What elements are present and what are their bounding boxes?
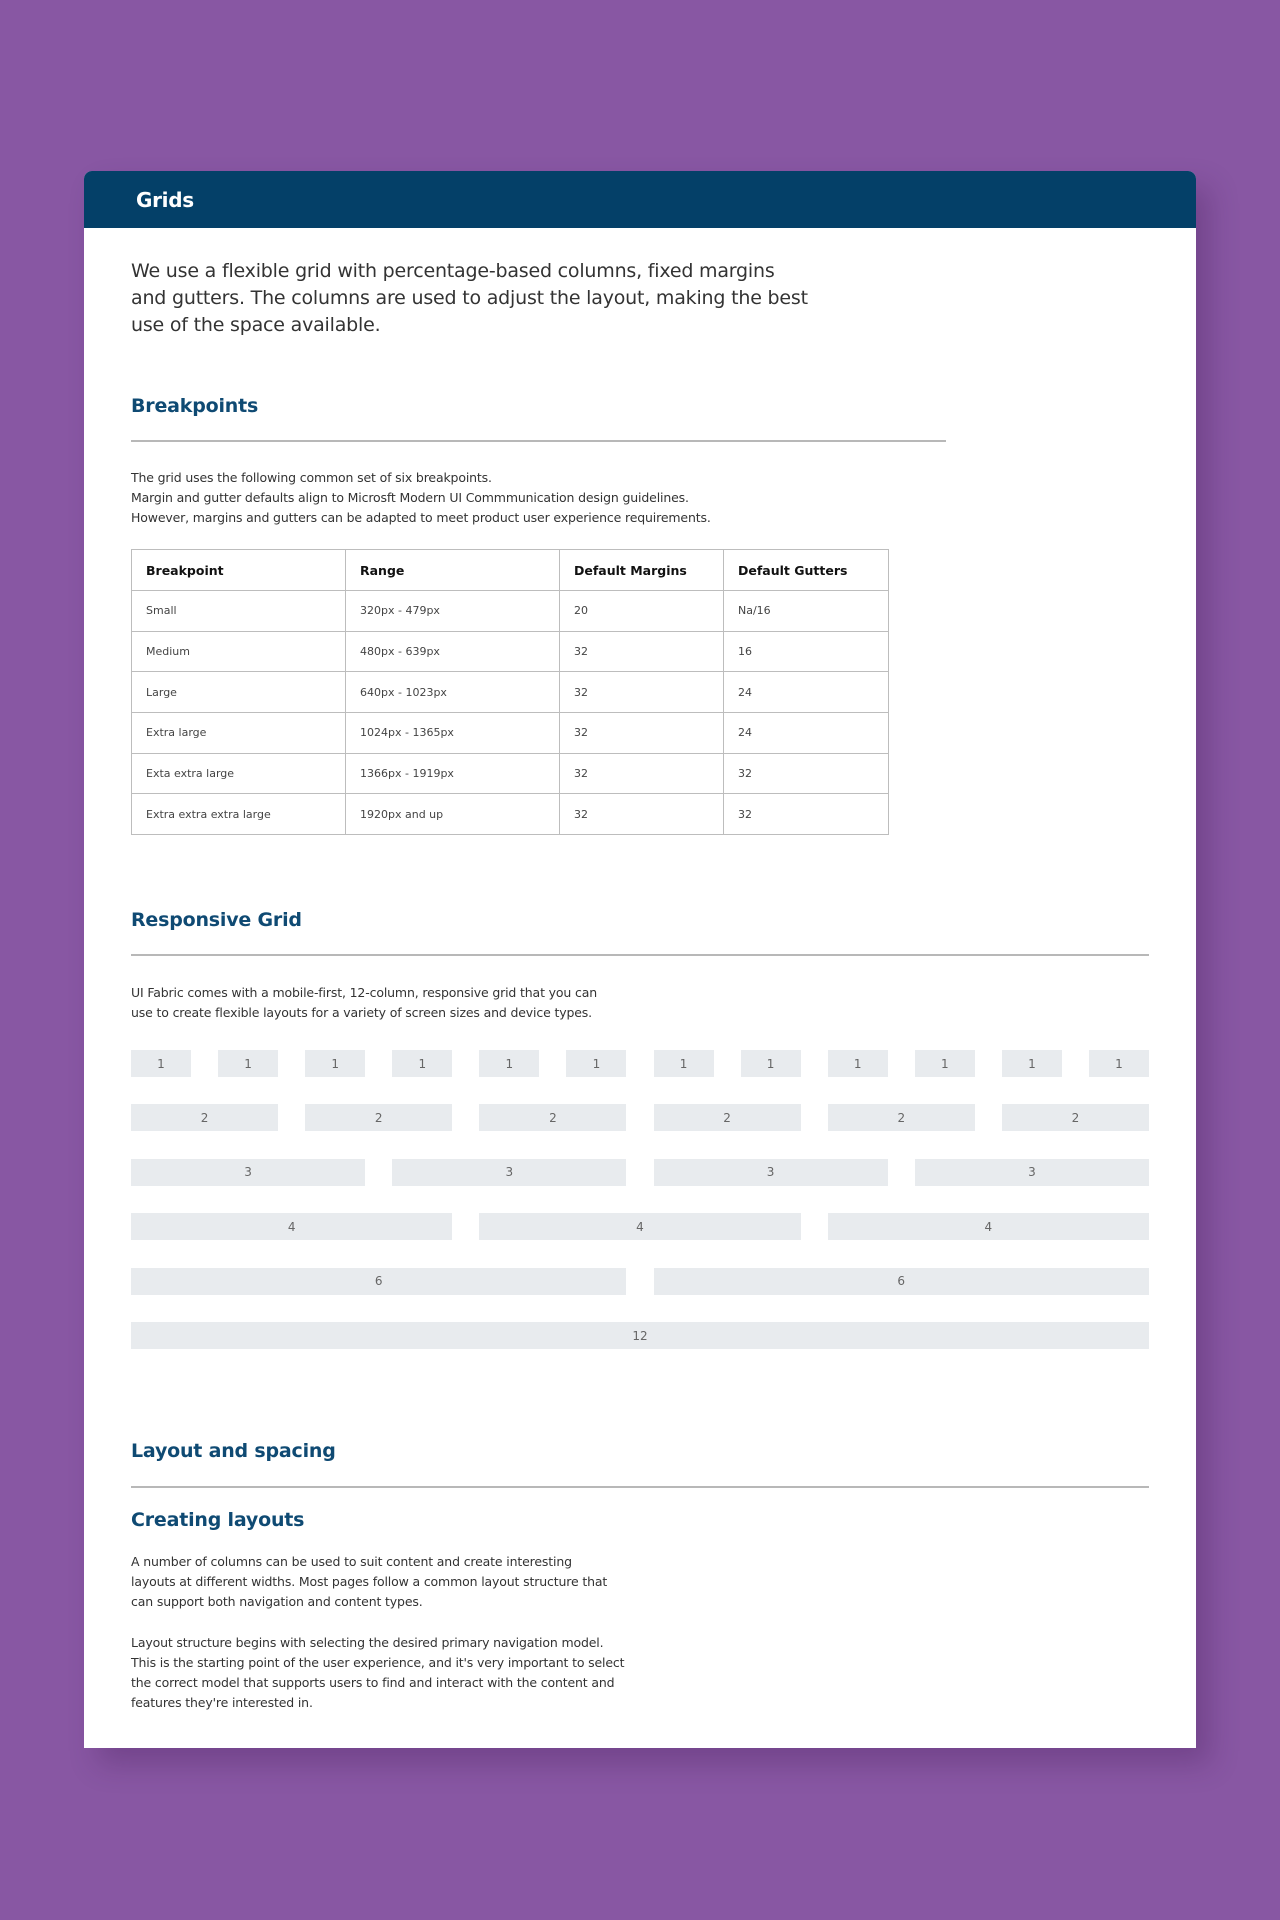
breakpoints-divider xyxy=(131,440,946,442)
grid-cell: 4 xyxy=(828,1213,1149,1240)
cell-gutters: 16 xyxy=(724,631,889,672)
grid-cell: 3 xyxy=(392,1159,626,1186)
cell-breakpoint: Exta extra large xyxy=(132,753,346,794)
table-row xyxy=(132,753,889,794)
column-header-default-gutters: Default Gutters xyxy=(724,550,889,591)
grid-cell: 2 xyxy=(305,1104,452,1131)
paragraph-line: This is the starting point of the user experience, and it's very important to select xyxy=(131,1655,625,1670)
cell-breakpoint: Medium xyxy=(132,631,346,672)
cell-breakpoint: Small xyxy=(132,591,346,632)
breakpoints-line: The grid uses the following common set of six breakpoints. xyxy=(131,470,492,485)
table-row xyxy=(132,631,889,672)
grid-cell: 4 xyxy=(131,1213,452,1240)
cell-gutters: Na/16 xyxy=(724,591,889,632)
cell-margins: 20 xyxy=(560,591,724,632)
grid-cell: 3 xyxy=(915,1159,1149,1186)
grid-cell: 2 xyxy=(131,1104,278,1131)
grid-row-span-3 xyxy=(131,1159,1149,1186)
grid-row-span-1 xyxy=(131,1050,1149,1077)
cell-range: 320px - 479px xyxy=(346,591,560,632)
cell-range: 640px - 1023px xyxy=(346,672,560,713)
grid-cell: 6 xyxy=(131,1268,626,1295)
table-row xyxy=(132,713,889,754)
cell-gutters: 32 xyxy=(724,753,889,794)
grid-cell: 4 xyxy=(479,1213,800,1240)
column-header-default-margins: Default Margins xyxy=(560,550,724,591)
grid-row-span-6 xyxy=(131,1268,1149,1295)
cell-margins: 32 xyxy=(560,794,724,835)
grid-cell: 1 xyxy=(305,1050,365,1077)
column-header-range: Range xyxy=(346,550,560,591)
grid-cell: 3 xyxy=(654,1159,888,1186)
grid-cell: 3 xyxy=(131,1159,365,1186)
responsive-grid-line: UI Fabric comes with a mobile-first, 12-column, responsive grid that you can xyxy=(131,985,597,1000)
grids-card xyxy=(84,171,1196,1748)
grid-cell: 1 xyxy=(392,1050,452,1077)
creating-layouts-paragraph-1 xyxy=(131,1552,851,1612)
grid-cell: 12 xyxy=(131,1322,1149,1349)
paragraph-line: A number of columns can be used to suit content and create interesting xyxy=(131,1554,572,1569)
grid-row-span-12 xyxy=(131,1322,1149,1349)
grid-cell: 1 xyxy=(1089,1050,1149,1077)
table-row xyxy=(132,591,889,632)
grid-cell: 1 xyxy=(741,1050,801,1077)
breakpoints-table xyxy=(131,549,889,835)
cell-range: 1920px and up xyxy=(346,794,560,835)
cell-breakpoint: Large xyxy=(132,672,346,713)
breakpoints-line: However, margins and gutters can be adapted to meet product user experience requirements. xyxy=(131,510,711,525)
cell-margins: 32 xyxy=(560,753,724,794)
responsive-grid-heading: Responsive Grid xyxy=(131,909,302,931)
cell-breakpoint: Extra extra extra large xyxy=(132,794,346,835)
paragraph-line: Layout structure begins with selecting the desired primary navigation model. xyxy=(131,1635,604,1650)
grid-cell: 2 xyxy=(654,1104,801,1131)
grid-cell: 2 xyxy=(479,1104,626,1131)
card-header xyxy=(84,171,1196,228)
layout-divider xyxy=(131,1486,1149,1488)
grid-cell: 1 xyxy=(479,1050,539,1077)
responsive-grid-description xyxy=(131,983,831,1023)
table-header-row xyxy=(132,550,889,591)
creating-layouts-paragraph-2 xyxy=(131,1633,851,1713)
cell-gutters: 24 xyxy=(724,713,889,754)
grid-row-span-2 xyxy=(131,1104,1149,1131)
cell-breakpoint: Extra large xyxy=(132,713,346,754)
breakpoints-description xyxy=(131,468,931,528)
breakpoints-heading: Breakpoints xyxy=(131,395,259,417)
paragraph-line: layouts at different widths. Most pages follow a common layout structure that xyxy=(131,1574,608,1589)
cell-gutters: 32 xyxy=(724,794,889,835)
page-title: Grids xyxy=(136,188,194,212)
grid-cell: 1 xyxy=(566,1050,626,1077)
grid-cell: 1 xyxy=(828,1050,888,1077)
grid-cell: 1 xyxy=(915,1050,975,1077)
intro-text: We use a flexible grid with percentage-based columns, fixed margins and gutters. The columns are used to adjust the layout, making the best use of the space available. xyxy=(131,260,808,336)
grid-cell: 1 xyxy=(131,1050,191,1077)
cell-margins: 32 xyxy=(560,672,724,713)
layout-heading: Layout and spacing xyxy=(131,1440,336,1462)
cell-range: 1366px - 1919px xyxy=(346,753,560,794)
cell-margins: 32 xyxy=(560,631,724,672)
creating-layouts-heading: Creating layouts xyxy=(131,1509,305,1531)
breakpoints-line: Margin and gutter defaults align to Microsft Modern UI Commmunication design guidelines. xyxy=(131,490,689,505)
paragraph-line: can support both navigation and content types. xyxy=(131,1594,423,1609)
grid-cell: 1 xyxy=(218,1050,278,1077)
grid-cell: 1 xyxy=(654,1050,714,1077)
table-row xyxy=(132,794,889,835)
table-row xyxy=(132,672,889,713)
cell-range: 1024px - 1365px xyxy=(346,713,560,754)
cell-gutters: 24 xyxy=(724,672,889,713)
paragraph-line: the correct model that supports users to find and interact with the content and xyxy=(131,1675,615,1690)
responsive-grid-line: use to create flexible layouts for a variety of screen sizes and device types. xyxy=(131,1005,592,1020)
grid-cell: 2 xyxy=(828,1104,975,1131)
responsive-grid-divider xyxy=(131,954,1149,956)
grid-cell: 6 xyxy=(654,1268,1149,1295)
grid-row-span-4 xyxy=(131,1213,1149,1240)
grid-cell: 1 xyxy=(1002,1050,1062,1077)
column-header-breakpoint: Breakpoint xyxy=(132,550,346,591)
cell-margins: 32 xyxy=(560,713,724,754)
paragraph-line: features they're interested in. xyxy=(131,1695,313,1710)
grid-cell: 2 xyxy=(1002,1104,1149,1131)
cell-range: 480px - 639px xyxy=(346,631,560,672)
